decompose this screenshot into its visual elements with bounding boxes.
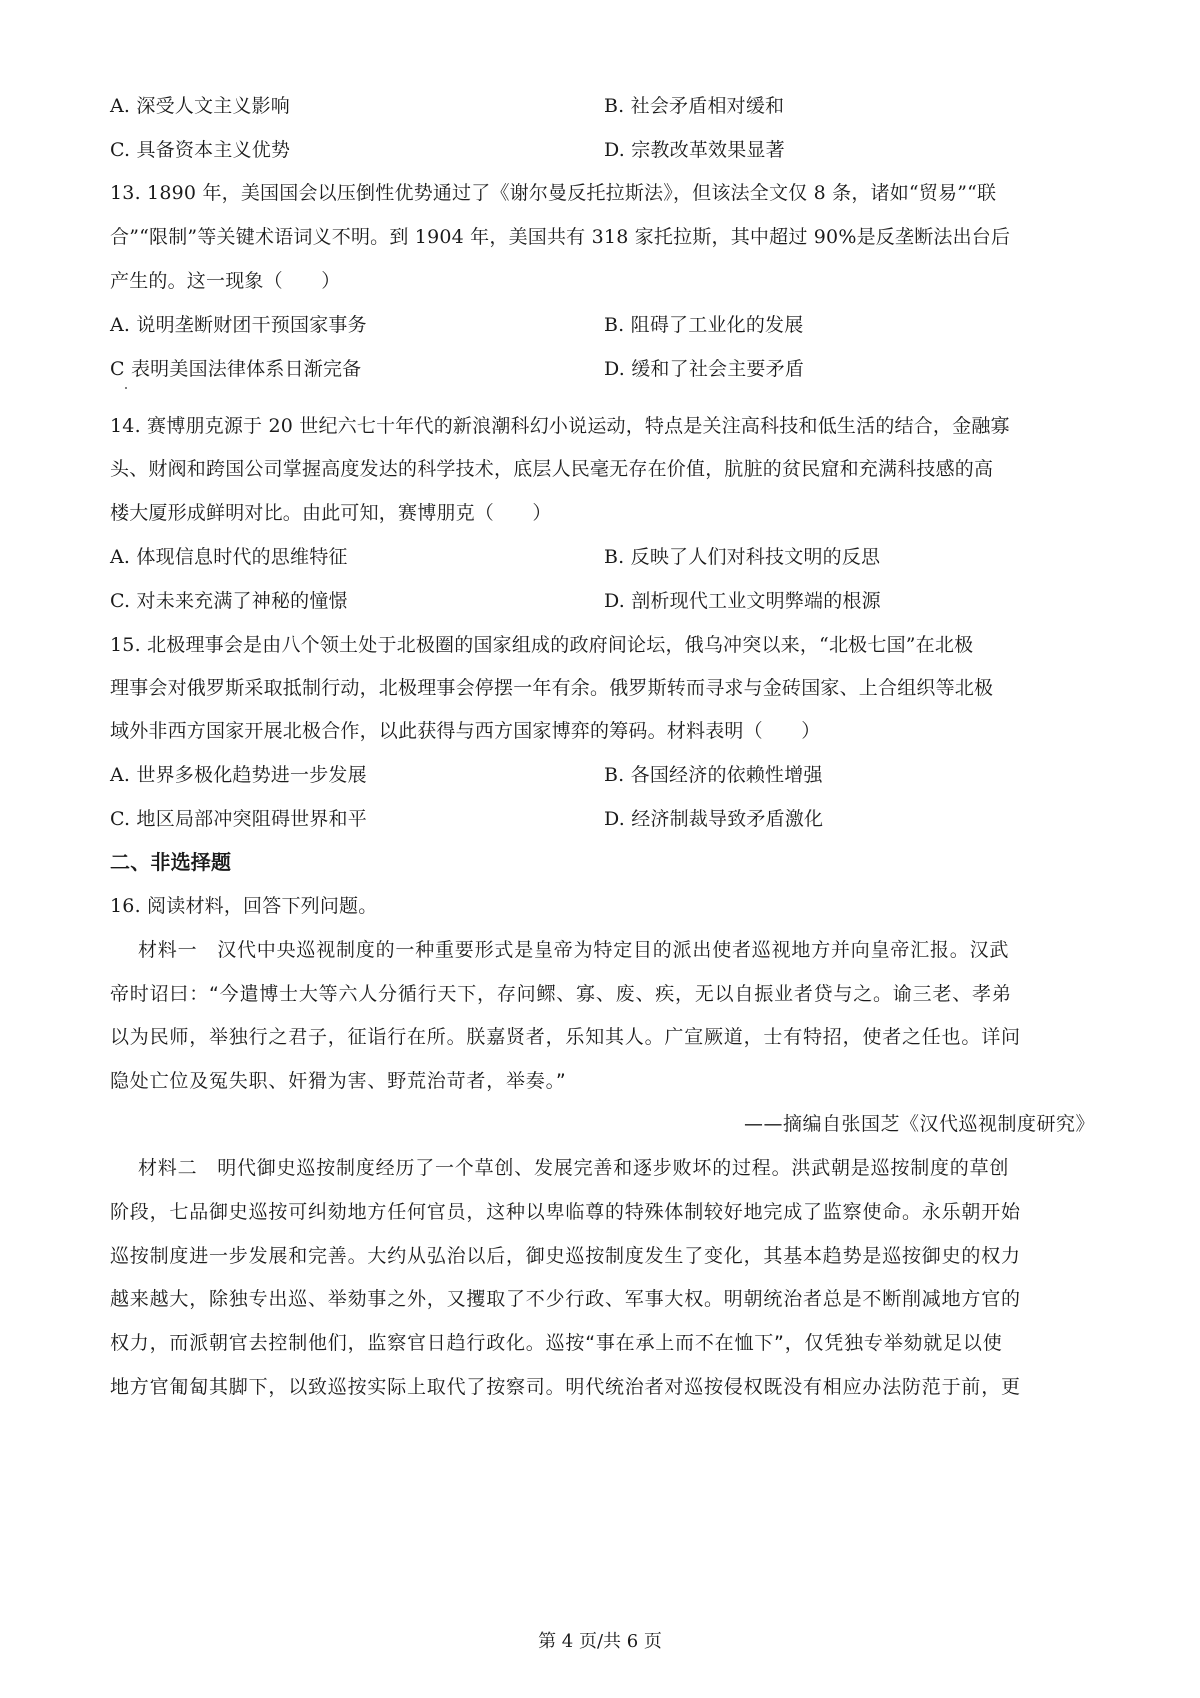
- q12-option-c: C. 具备资本主义优势: [110, 139, 291, 161]
- q15-stem-line-1: 15. 北极理事会是由八个领土处于北极圈的国家组成的政府间论坛，俄乌冲突以来，“北极七国”在北极: [110, 634, 974, 656]
- q12-option-a: A. 深受人文主义影响: [110, 95, 291, 117]
- q13-option-c: C 表明美国法律体系日渐完备: [110, 358, 362, 380]
- q14-option-d: D. 剖析现代工业文明弊端的根源: [604, 590, 881, 612]
- material2-line-3: 巡按制度进一步发展和完善。大约从弘治以后，御史巡按制度发生了变化，其基本趋势是巡按御史的权力: [110, 1245, 1021, 1267]
- q15-stem-line-3: 域外非西方国家开展北极合作，以此获得与西方国家博弈的筹码。材料表明（ ）: [110, 720, 821, 742]
- q13-option-b: B. 阻碍了工业化的发展: [604, 314, 804, 336]
- q14-stem-line-3: 楼大厦形成鲜明对比。由此可知，赛博朋克（ ）: [110, 502, 552, 524]
- q15-option-c: C. 地区局部冲突阻碍世界和平: [110, 808, 367, 830]
- q15-option-a: A. 世界多极化趋势进一步发展: [110, 764, 367, 786]
- q13-stem-line-2: 合”“限制”等关键术语词义不明。到 1904 年，美国共有 318 家托拉斯，其中超过 90%是反垄断法出台后: [110, 226, 1011, 248]
- scan-speck: [125, 387, 127, 389]
- q15-option-b: B. 各国经济的依赖性增强: [604, 764, 823, 786]
- q14-option-b: B. 反映了人们对科技文明的反思: [604, 546, 881, 568]
- material1-line-4: 隐处亡位及冤失职、奸猾为害、野荒治苛者，举奏。”: [110, 1070, 567, 1092]
- q16-stem: 16. 阅读材料，回答下列问题。: [110, 895, 378, 917]
- material1-line-1: 材料一 汉代中央巡视制度的一种重要形式是皇帝为特定目的派出使者巡视地方并向皇帝汇报。汉武: [138, 939, 1010, 961]
- material2-line-6: 地方官匍匐其脚下，以致巡按实际上取代了按察司。明代统治者对巡按侵权既没有相应办法防范于前，更: [110, 1376, 1021, 1398]
- material2-line-2: 阶段，七品御史巡按可纠劾地方任何官员，这种以卑临尊的特殊体制较好地完成了监察使命。永乐朝开始: [110, 1201, 1021, 1223]
- q13-option-a: A. 说明垄断财团干预国家事务: [110, 314, 367, 336]
- q14-option-a: A. 体现信息时代的思维特征: [110, 546, 348, 568]
- section-heading: 二、非选择题: [110, 850, 232, 874]
- material1-line-3: 以为民师，举独行之君子，征诣行在所。朕嘉贤者，乐知其人。广宣厥道，士有特招，使者之任也。详问: [110, 1026, 1021, 1048]
- material2-line-5: 权力，而派朝官去控制他们，监察官日趋行政化。巡按“事在承上而不在恤下”，仅凭独专举劾就足以使: [110, 1332, 1003, 1354]
- page-number: 第 4 页/共 6 页: [538, 1631, 662, 1652]
- q14-option-c: C. 对未来充满了神秘的憧憬: [110, 590, 348, 612]
- material1-line-2: 帝时诏曰：“今遣博士大等六人分循行天下，存问鳏、寡、废、疾，无以自振业者贷与之。谕三老、孝弟: [110, 983, 1012, 1005]
- q12-option-d: D. 宗教改革效果显著: [604, 139, 785, 161]
- q13-stem-line-1: 13. 1890 年，美国国会以压倒性优势通过了《谢尔曼反托拉斯法》，但该法全文仅 8 条，诸如“贸易”“联: [110, 182, 997, 204]
- material1-source: ——摘编自张国芝《汉代巡视制度研究》: [743, 1113, 1095, 1135]
- q14-stem-line-2: 头、财阀和跨国公司掌握高度发达的科学技术，底层人民毫无存在价值，肮脏的贫民窟和充满科技感的高: [110, 458, 994, 480]
- q14-stem-line-1: 14. 赛博朋克源于 20 世纪六七十年代的新浪潮科幻小说运动，特点是关注高科技和低生活的结合，金融寡: [110, 415, 1010, 437]
- material2-line-1: 材料二 明代御史巡按制度经历了一个草创、发展完善和逐步败坏的过程。洪武朝是巡按制度的草创: [138, 1157, 1010, 1179]
- q13-stem-line-3: 产生的。这一现象（ ）: [110, 270, 341, 292]
- q12-option-b: B. 社会矛盾相对缓和: [604, 95, 785, 117]
- q15-option-d: D. 经济制裁导致矛盾激化: [604, 808, 824, 830]
- q15-stem-line-2: 理事会对俄罗斯采取抵制行动，北极理事会停摆一年有余。俄罗斯转而寻求与金砖国家、上合组织等北极: [110, 677, 994, 699]
- q13-option-d: D. 缓和了社会主要矛盾: [604, 358, 805, 380]
- material2-line-4: 越来越大，除独专出巡、举劾事之外，又攫取了不少行政、军事大权。明朝统治者总是不断削减地方官的: [110, 1288, 1021, 1310]
